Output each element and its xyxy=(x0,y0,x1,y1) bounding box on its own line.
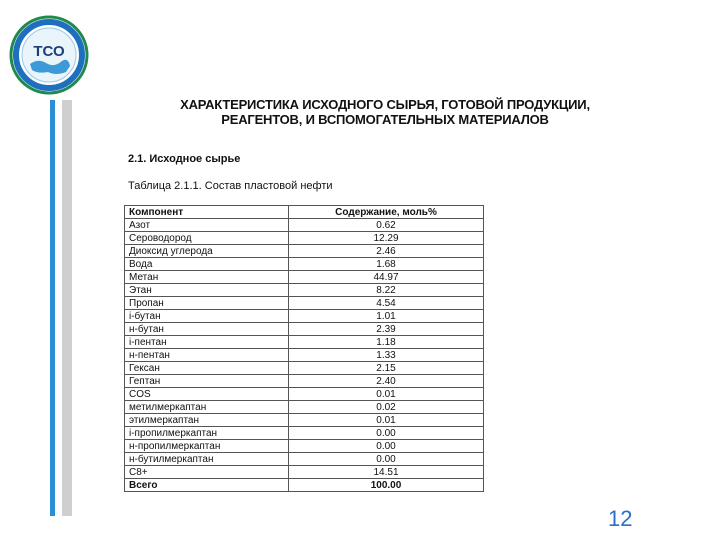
company-logo xyxy=(8,14,90,96)
table-row xyxy=(125,310,484,323)
table-row xyxy=(125,323,484,336)
component-name: Диоксид углерода xyxy=(125,245,289,258)
table-row xyxy=(125,440,484,453)
component-value: 8.22 xyxy=(289,284,484,297)
component-value: 44.97 xyxy=(289,271,484,284)
component-value: 0.00 xyxy=(289,427,484,440)
table-row xyxy=(125,336,484,349)
component-value: 4.54 xyxy=(289,297,484,310)
side-gray-bar xyxy=(62,100,72,516)
component-name: Сероводород xyxy=(125,232,289,245)
page-title xyxy=(120,97,650,127)
component-value: 2.39 xyxy=(289,323,484,336)
component-name: н-бутан xyxy=(125,323,289,336)
component-value: 0.62 xyxy=(289,219,484,232)
table-header-row xyxy=(125,206,484,219)
header-component: Компонент xyxy=(125,206,289,219)
component-value: 1.68 xyxy=(289,258,484,271)
component-value: 0.01 xyxy=(289,414,484,427)
component-name: i-бутан xyxy=(125,310,289,323)
component-value: 0.01 xyxy=(289,388,484,401)
table-row xyxy=(125,375,484,388)
component-name: C8+ xyxy=(125,466,289,479)
table-row xyxy=(125,466,484,479)
total-value: 100.00 xyxy=(289,479,484,492)
component-value: 1.33 xyxy=(289,349,484,362)
page-number: 12 xyxy=(608,506,633,531)
component-name: Вода xyxy=(125,258,289,271)
table-row xyxy=(125,245,484,258)
table-row xyxy=(125,388,484,401)
component-name: н-пропилмеркаптан xyxy=(125,440,289,453)
component-name: Метан xyxy=(125,271,289,284)
component-value: 14.51 xyxy=(289,466,484,479)
table-row xyxy=(125,401,484,414)
component-value: 0.00 xyxy=(289,440,484,453)
table-row xyxy=(125,284,484,297)
component-value: 2.15 xyxy=(289,362,484,375)
side-accent-bar xyxy=(50,100,55,516)
table-row xyxy=(125,297,484,310)
component-value: 0.02 xyxy=(289,401,484,414)
logo-center-text: ТСО xyxy=(33,43,65,60)
component-value: 2.46 xyxy=(289,245,484,258)
component-name: метилмеркаптан xyxy=(125,401,289,414)
component-name: i-пентан xyxy=(125,336,289,349)
title-line-1: ХАРАКТЕРИСТИКА ИСХОДНОГО СЫРЬЯ, ГОТОВОЙ ПРОДУКЦИИ, xyxy=(180,97,590,112)
component-value: 1.01 xyxy=(289,310,484,323)
component-name: Этан xyxy=(125,284,289,297)
section-heading: 2.1. Исходное сырье xyxy=(128,153,241,165)
table-row xyxy=(125,414,484,427)
table-caption: Таблица 2.1.1. Состав пластовой нефти xyxy=(128,180,333,192)
component-name: Азот xyxy=(125,219,289,232)
component-name: н-бутилмеркаптан xyxy=(125,453,289,466)
component-name: COS xyxy=(125,388,289,401)
component-name: Гептан xyxy=(125,375,289,388)
table-row xyxy=(125,362,484,375)
header-content: Содержание, моль% xyxy=(289,206,484,219)
component-name: Гексан xyxy=(125,362,289,375)
table-total-row xyxy=(125,479,484,492)
table-row xyxy=(125,349,484,362)
title-line-2: РЕАГЕНТОВ, И ВСПОМОГАТЕЛЬНЫХ МАТЕРИАЛОВ xyxy=(221,112,549,127)
component-value: 2.40 xyxy=(289,375,484,388)
component-value: 1.18 xyxy=(289,336,484,349)
composition-table xyxy=(124,205,484,492)
table-row xyxy=(125,271,484,284)
total-label: Всего xyxy=(125,479,289,492)
component-value: 12.29 xyxy=(289,232,484,245)
table-body xyxy=(125,219,484,492)
table-row xyxy=(125,232,484,245)
component-name: н-пентан xyxy=(125,349,289,362)
component-name: Пропан xyxy=(125,297,289,310)
component-name: этилмеркаптан xyxy=(125,414,289,427)
table-row xyxy=(125,219,484,232)
table-row xyxy=(125,258,484,271)
component-name: i-пропилмеркаптан xyxy=(125,427,289,440)
table-row xyxy=(125,427,484,440)
table-row xyxy=(125,453,484,466)
component-value: 0.00 xyxy=(289,453,484,466)
